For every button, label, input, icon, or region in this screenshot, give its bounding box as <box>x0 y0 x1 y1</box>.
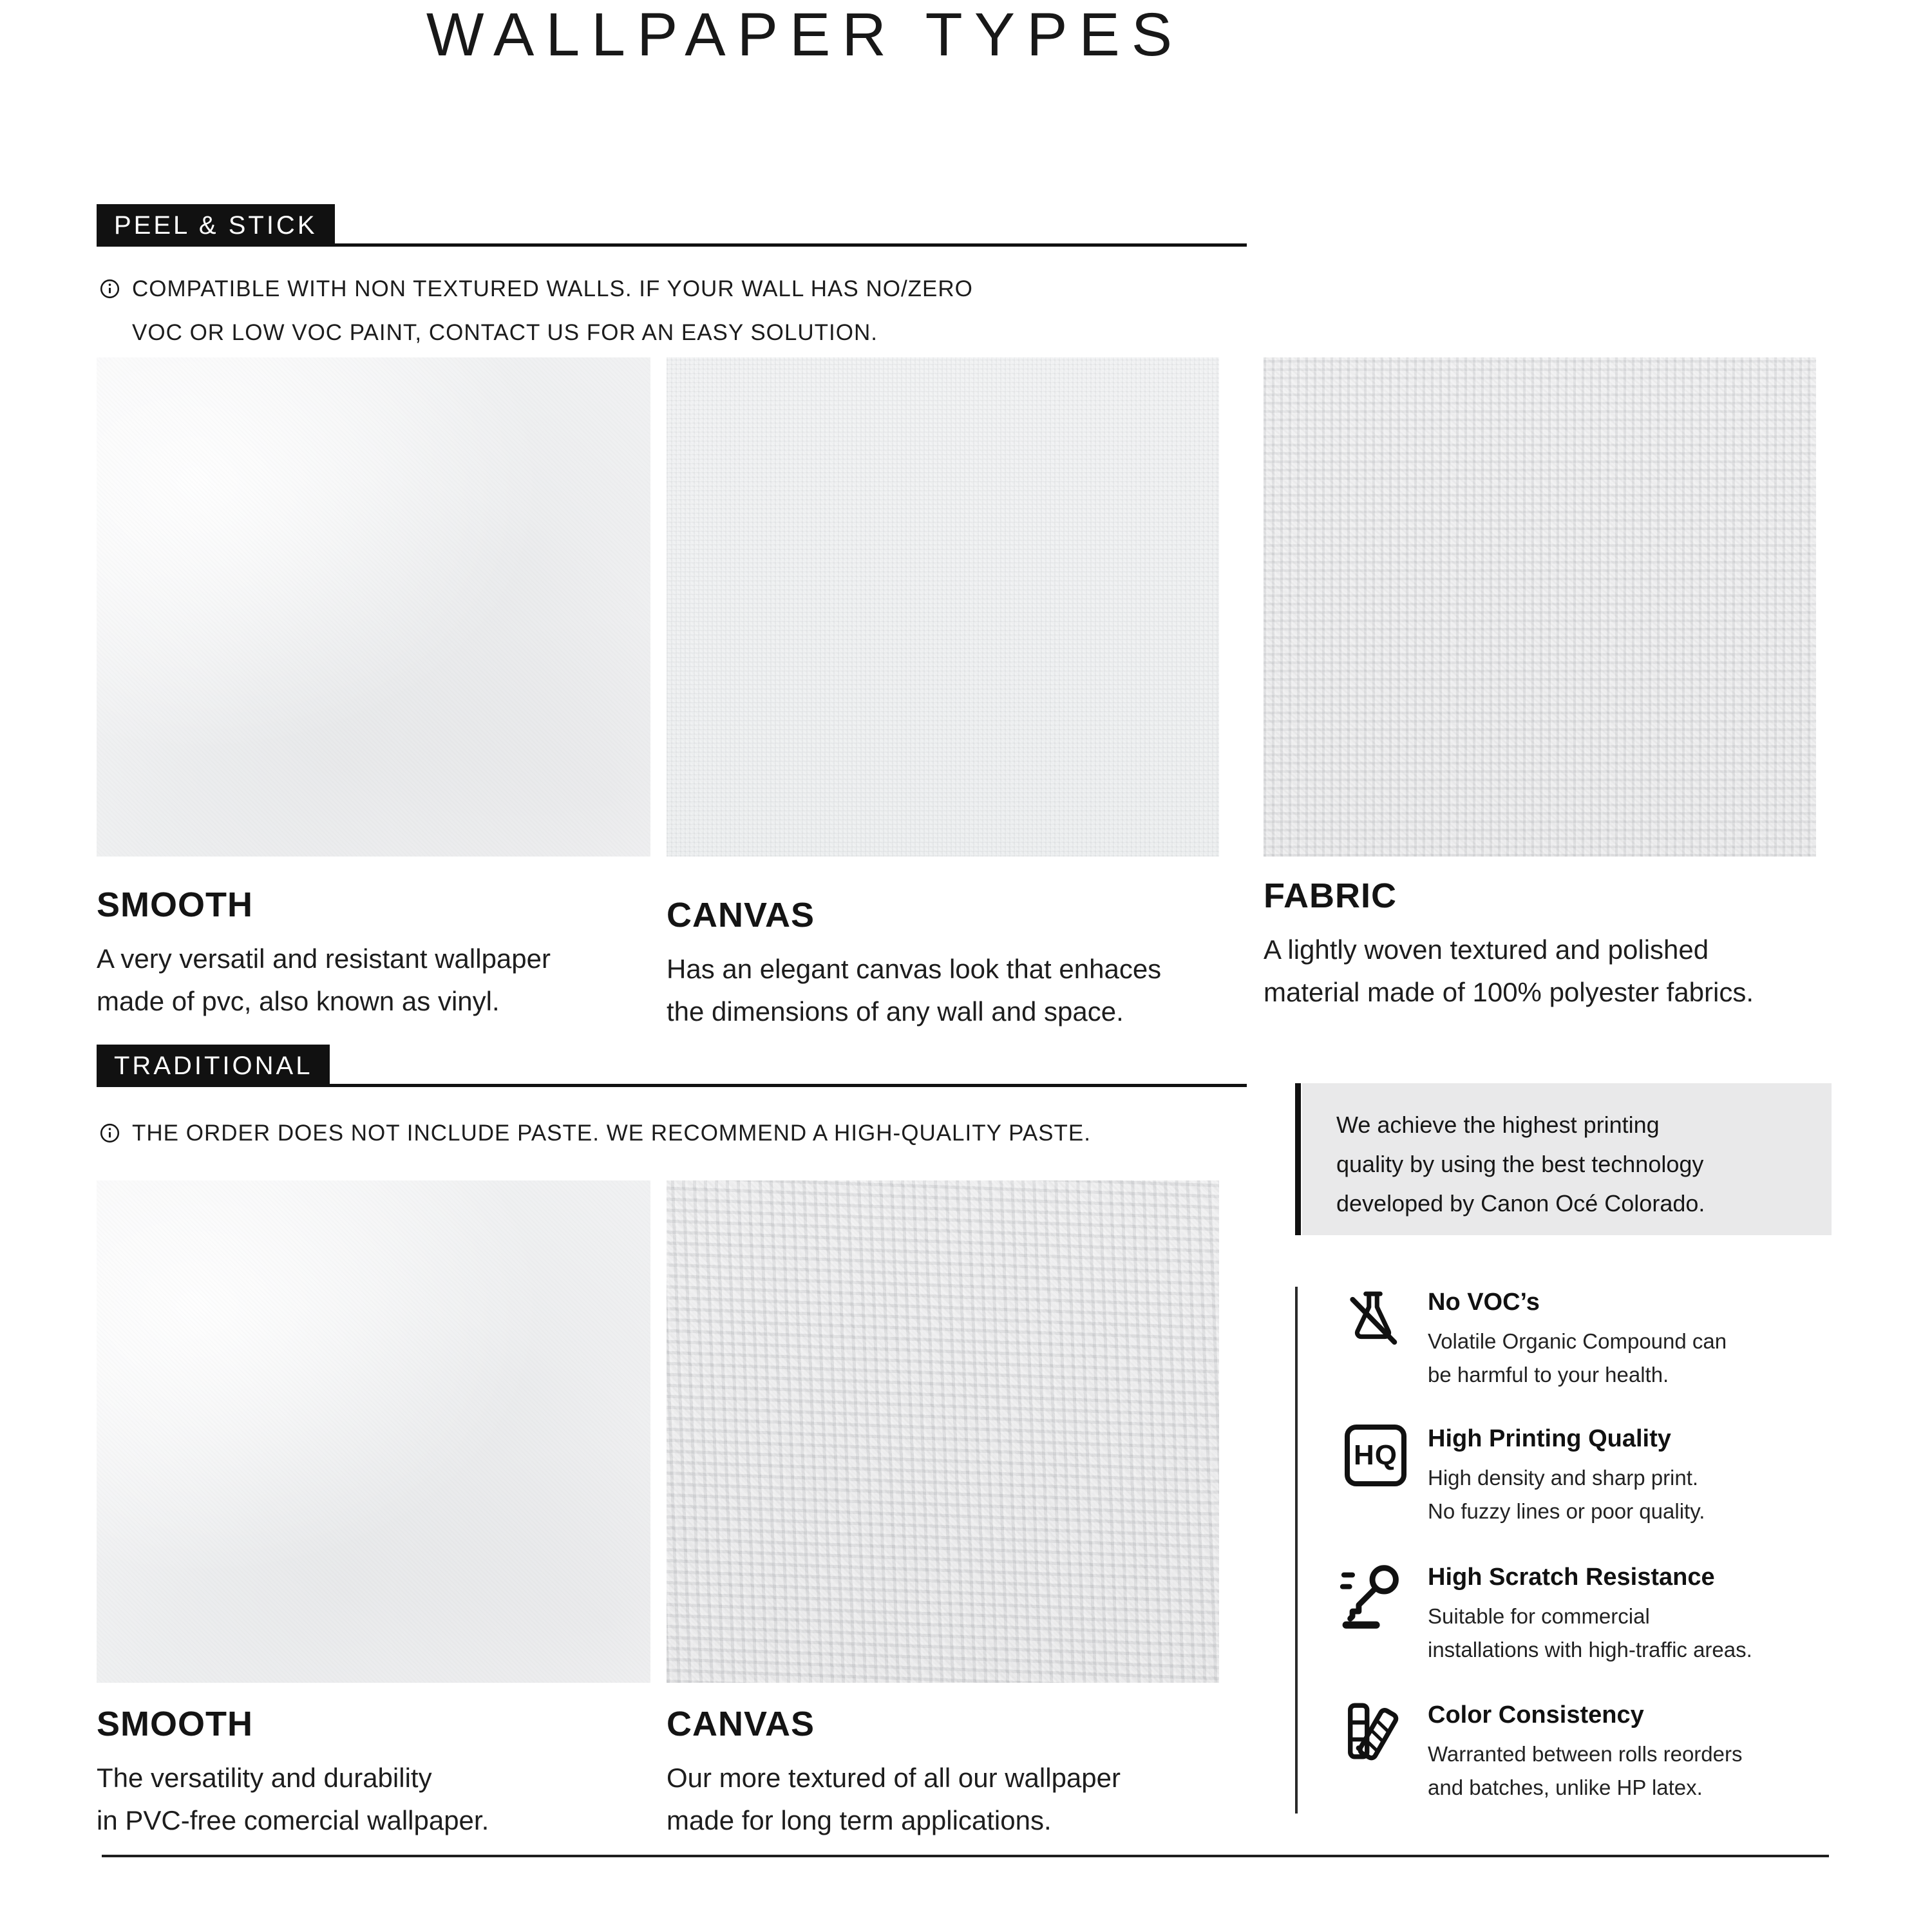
traditional-note <box>98 1118 1091 1153</box>
swatch-desc-line-1: A lightly woven textured and polished <box>1264 934 1709 965</box>
swatch-desc-line-1: A very versatil and resistant wallpaper <box>97 943 551 974</box>
swatch-desc-line-1: Our more textured of all our wallpaper <box>667 1763 1121 1793</box>
peel-note <box>98 274 973 348</box>
feature-high-printing-quality <box>1428 1424 1853 1528</box>
swatch-desc-line-2: the dimensions of any wall and space. <box>667 996 1124 1027</box>
swatch-desc-line-2: in PVC-free comercial wallpaper. <box>97 1805 489 1835</box>
section-label-peel-and-stick: PEEL & STICK <box>97 204 335 247</box>
feature-desc-line-2: No fuzzy lines or poor quality. <box>1428 1499 1705 1523</box>
feature-desc-line-1: Volatile Organic Compound can <box>1428 1329 1727 1353</box>
feature-title: High Printing Quality <box>1428 1425 1671 1452</box>
scratch-key-icon <box>1336 1557 1412 1636</box>
peel-fabric-texture-swatch <box>1264 357 1816 857</box>
swatch-desc-line-2: material made of 100% polyester fabrics. <box>1264 977 1754 1007</box>
peel-canvas-texture-swatch <box>667 357 1219 857</box>
feature-desc-line-1: High density and sharp print. <box>1428 1466 1699 1490</box>
traditional-canvas-texture-swatch <box>667 1180 1219 1683</box>
traditional-canvas-caption <box>667 1705 1246 1842</box>
features-divider-line <box>1295 1287 1298 1814</box>
feature-high-scratch-resistance <box>1428 1562 1853 1667</box>
footer-divider <box>102 1855 1829 1857</box>
printing-quality-highlight-box <box>1302 1083 1832 1235</box>
swatch-desc-line-2: made for long term applications. <box>667 1805 1052 1835</box>
swatch-desc-line-2: made of pvc, also known as vinyl. <box>97 986 500 1016</box>
feature-title: High Scratch Resistance <box>1428 1564 1715 1591</box>
feature-title: No VOC’s <box>1428 1289 1540 1316</box>
swatch-title: SMOOTH <box>97 886 253 924</box>
highlight-line-1: We achieve the highest printing <box>1336 1112 1660 1138</box>
feature-desc-line-2: be harmful to your health. <box>1428 1363 1669 1387</box>
peel-note-line-1: COMPATIBLE WITH NON TEXTURED WALLS. IF YOUR WALL HAS NO/ZERO <box>132 276 973 301</box>
peel-smooth-caption <box>97 886 676 1023</box>
traditional-note-line-1: THE ORDER DOES NOT INCLUDE PASTE. WE RECOMMEND A HIGH-QUALITY PASTE. <box>132 1121 1091 1146</box>
peel-canvas-caption <box>667 896 1246 1033</box>
swatch-desc-line-1: The versatility and durability <box>97 1763 432 1793</box>
feature-desc-line-2: installations with high-traffic areas. <box>1428 1638 1752 1662</box>
feature-no-voc <box>1428 1287 1853 1392</box>
traditional-smooth-texture-swatch <box>97 1180 650 1683</box>
feature-desc-line-1: Suitable for commercial <box>1428 1604 1650 1628</box>
hq-badge-text: HQ <box>1354 1439 1397 1471</box>
highlight-accent-bar <box>1295 1083 1301 1235</box>
highlight-line-3: developed by Canon Océ Colorado. <box>1336 1190 1705 1217</box>
swatch-title: CANVAS <box>667 1705 815 1743</box>
peel-note-line-2: VOC OR LOW VOC PAINT, CONTACT US FOR AN EASY SOLUTION. <box>132 320 878 345</box>
feature-color-consistency <box>1428 1700 1853 1804</box>
info-icon <box>98 1118 122 1153</box>
feature-desc-line-2: and batches, unlike HP latex. <box>1428 1776 1703 1799</box>
feature-title: Color Consistency <box>1428 1701 1644 1728</box>
section-label-traditional: TRADITIONAL <box>97 1045 330 1087</box>
traditional-smooth-caption <box>97 1705 676 1842</box>
no-voc-flask-icon <box>1341 1285 1405 1355</box>
feature-desc-line-1: Warranted between rolls reorders <box>1428 1742 1743 1766</box>
peel-fabric-caption <box>1264 877 1843 1014</box>
hq-badge-icon <box>1345 1425 1406 1486</box>
page-title: WALLPAPER TYPES <box>426 1 1184 69</box>
color-swatches-icon <box>1341 1698 1408 1768</box>
swatch-title: FABRIC <box>1264 876 1397 915</box>
peel-smooth-texture-swatch <box>97 357 650 857</box>
info-icon <box>98 274 122 309</box>
swatch-desc-line-1: Has an elegant canvas look that enhaces <box>667 954 1162 984</box>
swatch-title: CANVAS <box>667 896 815 934</box>
swatch-title: SMOOTH <box>97 1705 253 1743</box>
highlight-line-2: quality by using the best technology <box>1336 1151 1704 1177</box>
